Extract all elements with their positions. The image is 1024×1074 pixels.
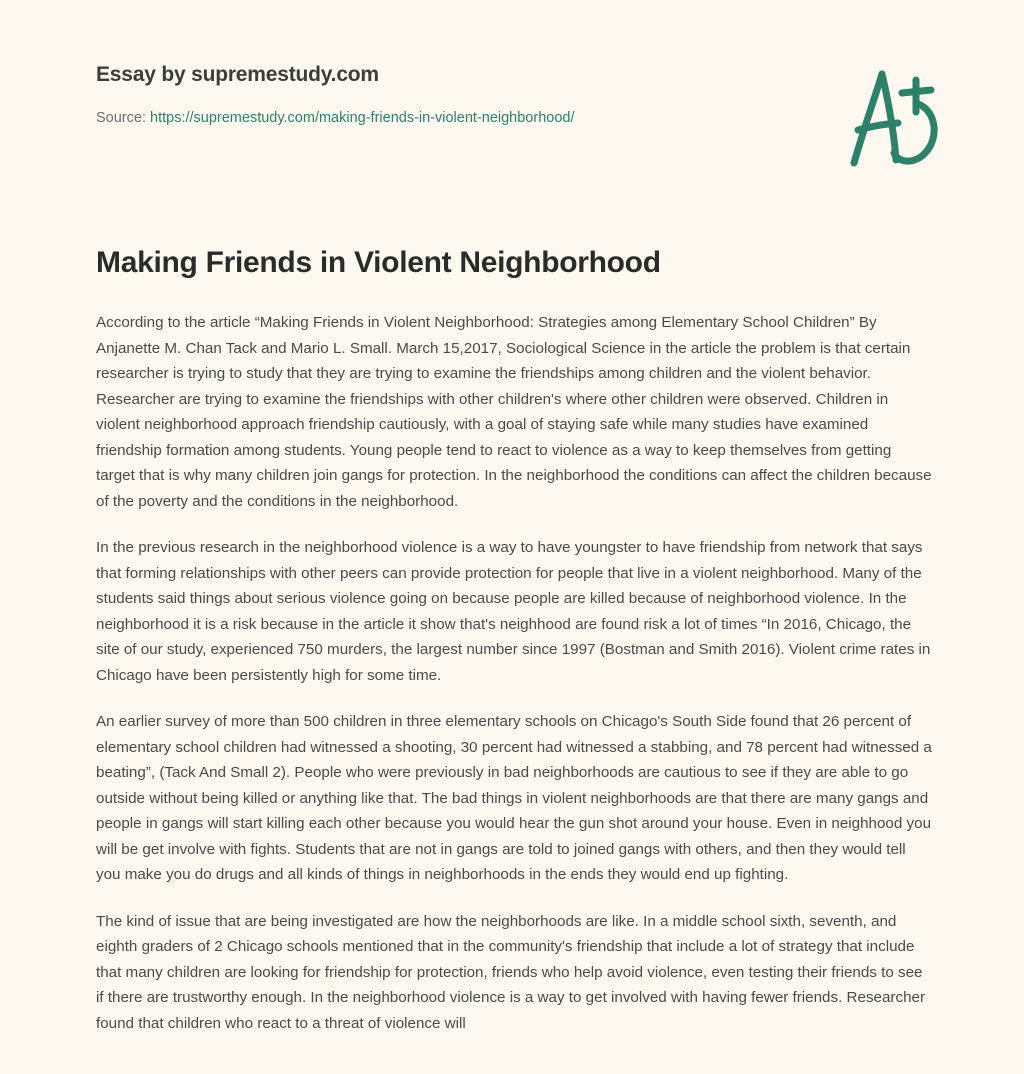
article-body: [96, 310, 934, 1057]
a-plus-logo-icon: [836, 60, 946, 185]
source-label: Source:: [96, 110, 146, 127]
source-link[interactable]: https://supremestudy.com/making-friends-in-violent-neighborhood/: [150, 110, 575, 127]
paragraph: According to the article “Making Friends in Violent Neighborhood: Strategies among Elementary School Children” By Anjanette M. Chan Tack and Mario L. Small. March 15,2017, Sociological Science in the article the problem is that certain researcher is trying to study that they are trying to examine the friendships among children and the violent behavior. Researcher are trying to examine the friendships with other children's where other children were observed. Children in violent neighborhood approach friendship cautiously, with a goal of staying safe while many studies have examined friendship formation among students. Young people tend to react to violence as a way to keep themselves from getting target that is why many children join gangs for protection. In the neighborhood the conditions can affect the children because of the poverty and the conditions in the neighborhood.: [96, 314, 932, 510]
paragraph: An earlier survey of more than 500 children in three elementary schools on Chicago's South Side found that 26 percent of elementary school children had witnessed a shooting, 30 percent had witnessed a stabbing, and 78 percent had witnessed a beating”, (Tack And Small 2). People who were previously in bad neighborhoods are cautious to see if they are able to go outside without being killed or anything like that. The bad things in violent neighborhoods are that there are many gangs and people in gangs will start killing each other because you would hear the gun shot around your house. Even in neighhood you will be get involve with fights. Students that are not in gangs are told to joined gangs with others, and then they would tell you make you do drugs and all kinds of things in neighborhoods in the ends they would end up fighting.: [96, 713, 932, 883]
page-title: Making Friends in Violent Neighborhood: [96, 246, 661, 279]
paragraph: The kind of issue that are being investigated are how the neighborhoods are like. In a middle school sixth, seventh, and eighth graders of 2 Chicago schools mentioned that in the community's friendship that include a lot of strategy that include that many children are looking for friendship for protection, friends who help avoid violence, even testing their friends to see if there are trustworthy enough. In the neighborhood violence is a way to get involved with having fewer friends. Researcher found that children who react to a threat of violence will: [96, 912, 926, 1032]
byline: Essay by supremestudy.com: [96, 63, 379, 86]
paragraph: In the previous research in the neighborhood violence is a way to have youngster to have friendship from network that says that forming relationships with other peers can provide protection for people that live in a violent neighborhood. Many of the students said things about serious violence going on because people are killed because of neighborhood violence. In the neighborhood it is a risk because in the article it show that's neighhood are found risk a lot of times “In 2016, Chicago, the site of our study, experienced 750 murders, the largest number since 1997 (Bostman and Smith 2016). Violent crime rates in Chicago have been persistently high for some time.: [96, 539, 931, 684]
page-header: [96, 62, 928, 128]
source-row: [96, 109, 928, 128]
